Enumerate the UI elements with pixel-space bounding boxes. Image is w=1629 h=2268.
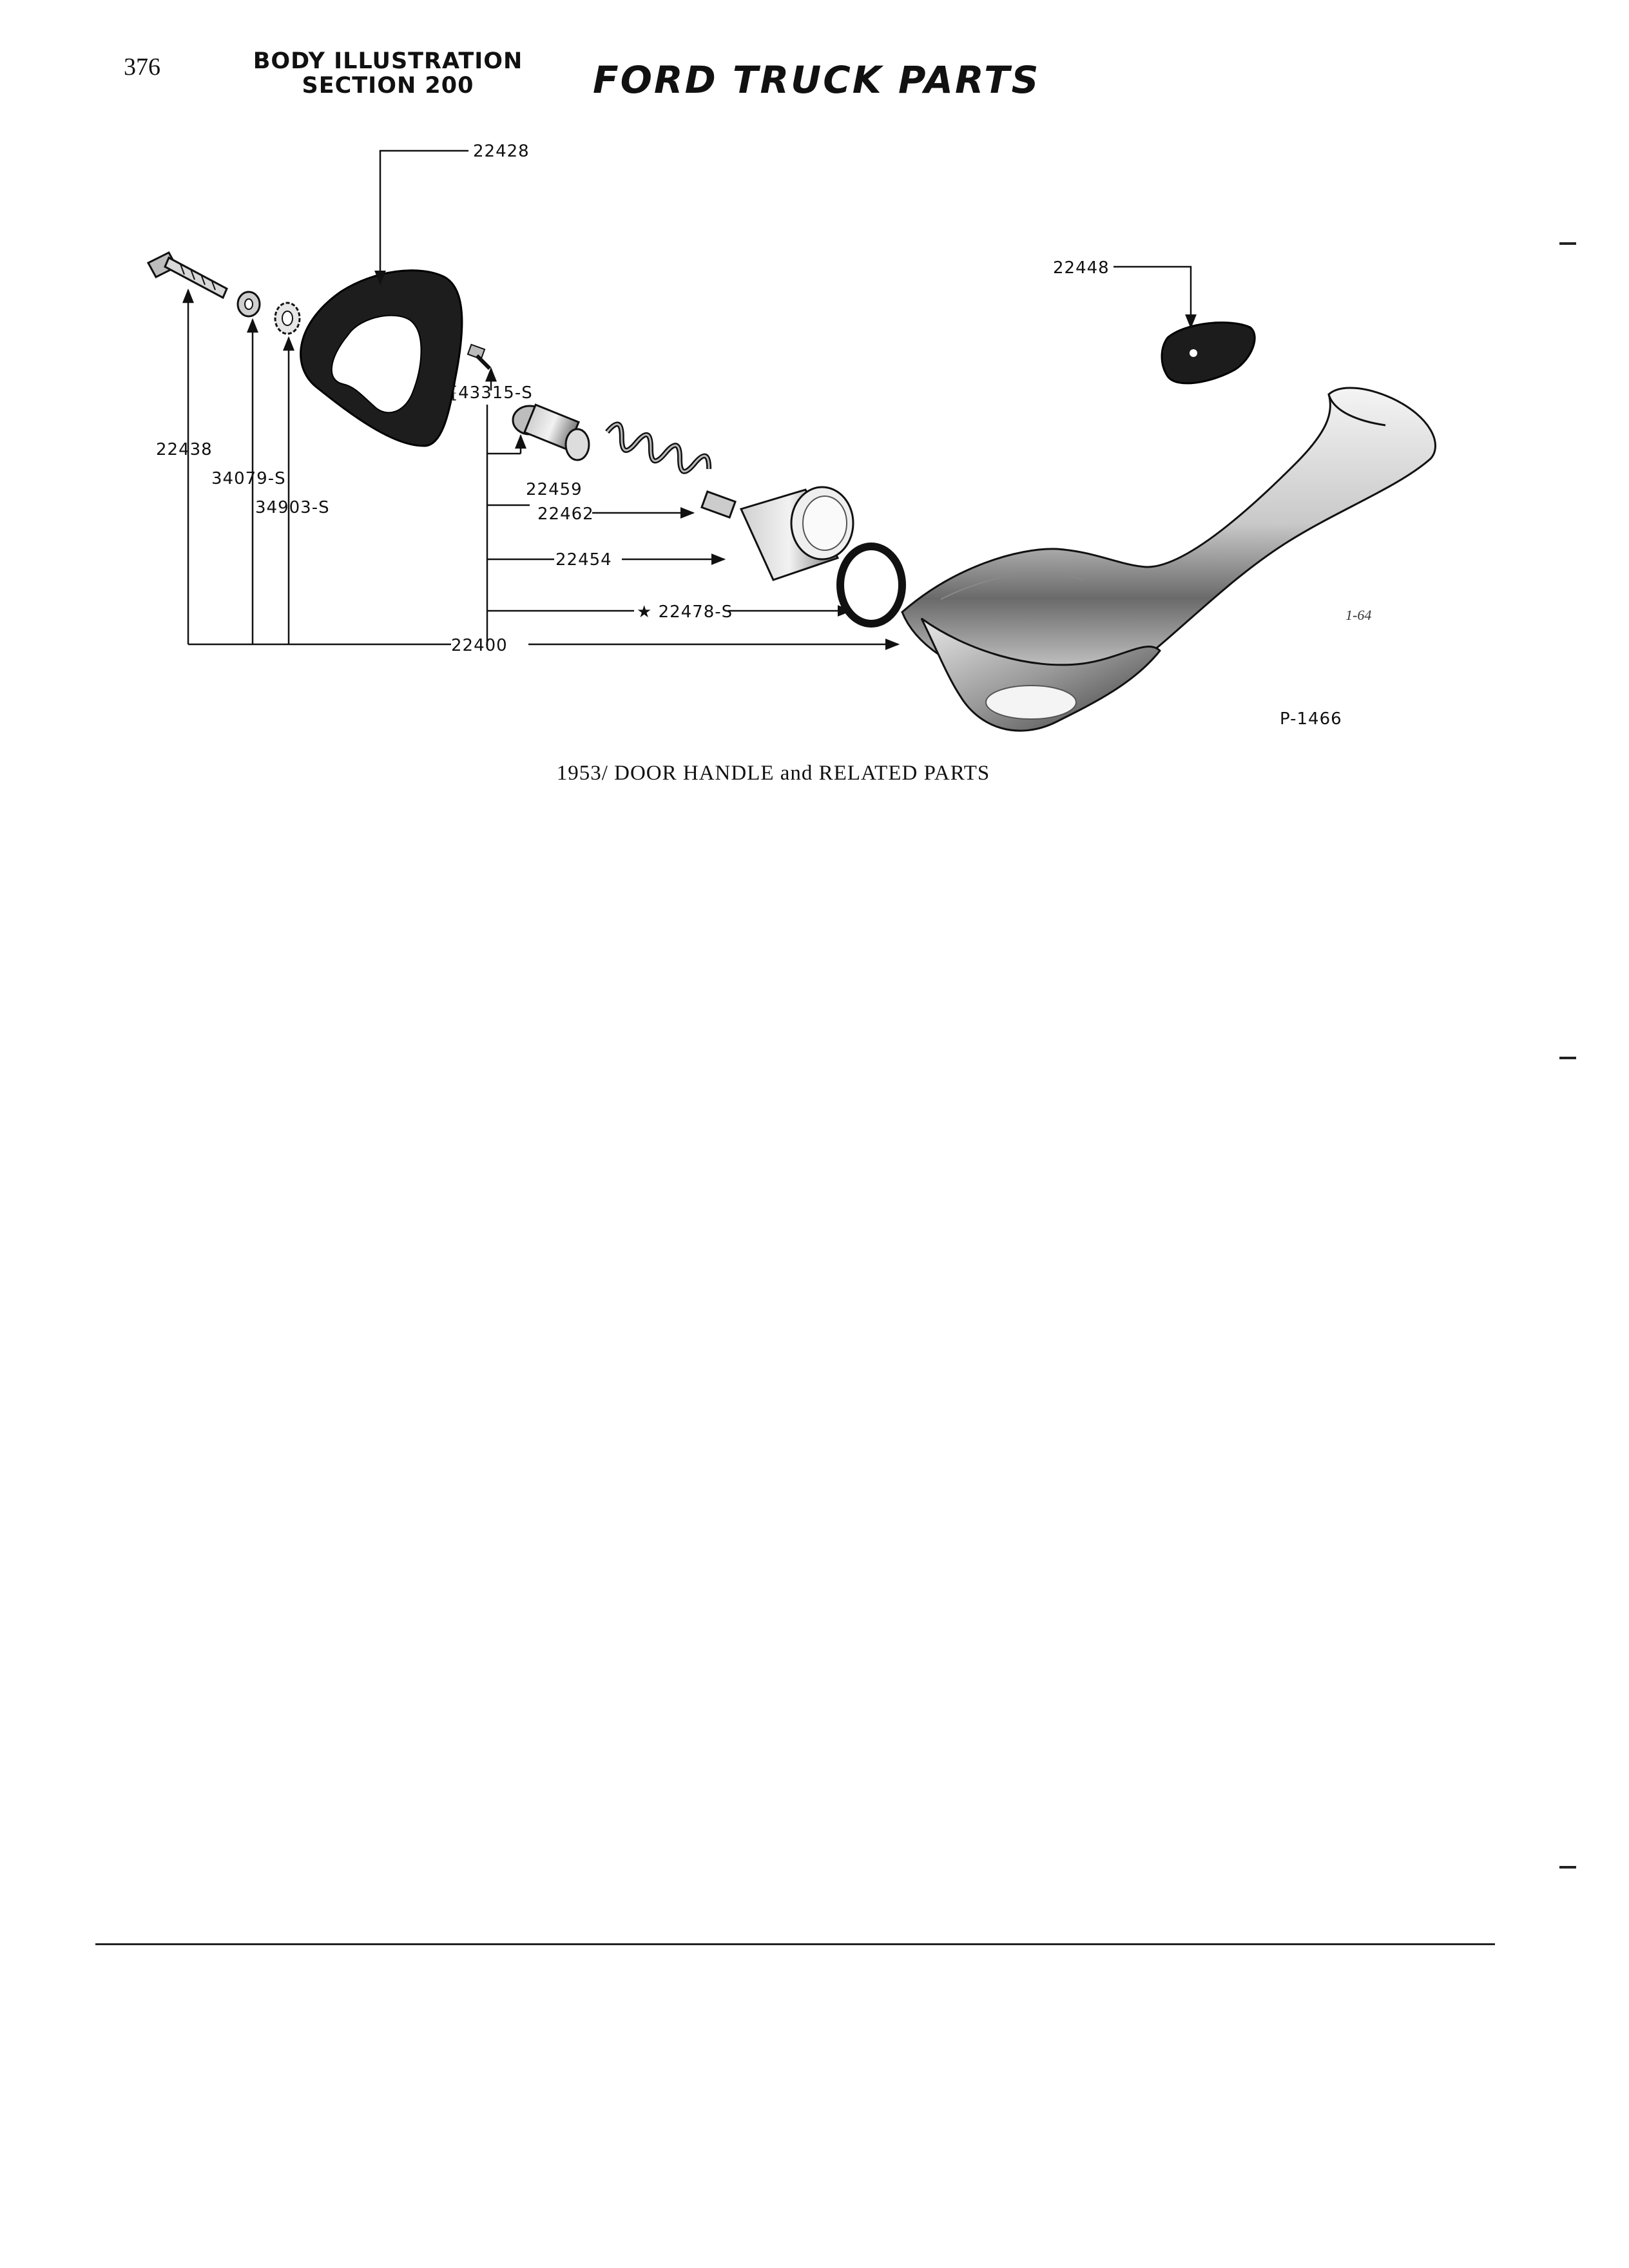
part-label-22478-s: ★ 22478-S (637, 602, 733, 622)
part-label-34903-s: 34903-S (255, 498, 330, 517)
margin-mark (1559, 1866, 1576, 1869)
nut-part (238, 292, 260, 316)
screw-part (468, 345, 490, 369)
gasket-part (301, 271, 462, 446)
figure-caption: 1953/ DOOR HANDLE and RELATED PARTS (556, 762, 990, 785)
plate-id: P-1466 (1280, 709, 1342, 729)
margin-mark (1559, 242, 1576, 245)
parts-diagram (0, 0, 1629, 773)
figure-ref: 1-64 (1345, 607, 1372, 623)
part-label-22400: 22400 (451, 636, 508, 655)
part-label-22438: 22438 (156, 440, 213, 459)
page-number: 376 (124, 53, 160, 81)
footer-rule (95, 1943, 1495, 1945)
shaft-part (513, 405, 589, 460)
part-label-22448: 22448 (1053, 258, 1110, 278)
push-button-part (702, 487, 853, 580)
section-title: BODY ILLUSTRATION (253, 48, 523, 74)
part-label-22459: 22459 (526, 480, 583, 499)
part-label-22428: 22428 (473, 142, 530, 161)
part-label-43315-s: ⁅43315-S (451, 383, 533, 403)
spring-part (603, 421, 712, 479)
pad-part (1162, 323, 1255, 383)
margin-mark (1559, 1057, 1576, 1059)
o-ring-part (840, 546, 902, 624)
door-handle-part (902, 388, 1436, 731)
section-number: SECTION 200 (302, 73, 474, 99)
part-label-22462: 22462 (537, 505, 594, 524)
part-label-34079-s: 34079-S (211, 469, 286, 488)
brand-title: FORD TRUCK PARTS (593, 58, 1041, 102)
lock-washer-part (275, 303, 300, 334)
part-label-22454: 22454 (555, 550, 612, 570)
